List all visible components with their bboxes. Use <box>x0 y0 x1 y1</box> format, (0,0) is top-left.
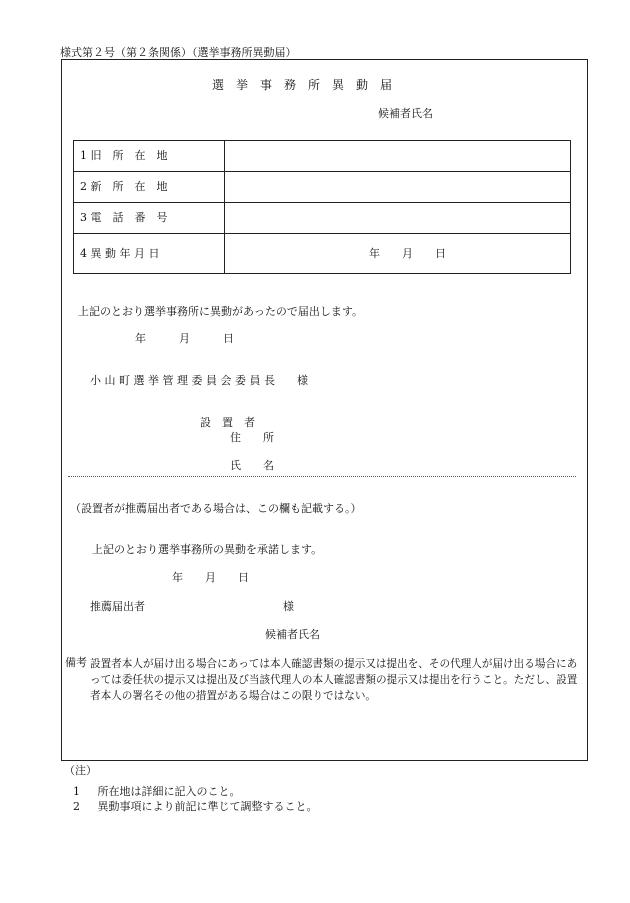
form-title: 選 挙 事 務 所 異 動 届 <box>212 78 393 92</box>
footnote-text: 異動事項により前記に準じて調整すること。 <box>97 800 318 813</box>
table-label: 3 電 話 番 号 <box>74 203 225 234</box>
remarks-text: 設置者本人が届け出る場合にあっては本人確認書類の提示又は提出を、その代理人が届け出る場合にあっては委任状の提示又は提出及び当該代理人の本人確認書類の提示又は提出を行うこと。ただし、設置者本人の署名その他の措置がある場合はこの限りではない。 <box>90 658 578 702</box>
section-divider <box>68 476 576 477</box>
footnote-text: 所在地は詳細に記入のこと。 <box>97 785 241 798</box>
footnotes-heading: （注） <box>64 764 97 777</box>
candidate-name-label-2: 候補者氏名 <box>265 628 320 641</box>
consent-statement: 上記のとおり選挙事務所の異動を承諾します。 <box>92 543 323 556</box>
remarks-label: 備考 <box>65 656 87 669</box>
recommender-honorific: 様 <box>283 600 294 613</box>
table-row <box>74 203 571 234</box>
table-row <box>74 172 571 203</box>
installer-title: 設 置 者 <box>200 416 255 429</box>
footnote-item <box>73 785 241 798</box>
recommender-label: 推薦届出者 <box>90 600 145 613</box>
table-label: 2 新 所 在 地 <box>74 172 225 203</box>
installer-name-label: 氏 名 <box>230 459 274 472</box>
footnote-item <box>73 800 318 813</box>
submission-statement: 上記のとおり選挙事務所に異動があったので届出します。 <box>78 305 364 318</box>
table-row <box>74 141 571 172</box>
recommender-note: （設置者が推薦届出者である場合は、この欄も記載する。） <box>70 502 362 515</box>
form-number: 様式第２号（第２条関係）（選挙事務所異動届） <box>60 46 297 59</box>
form-table <box>73 140 571 274</box>
phone-field[interactable] <box>225 203 571 234</box>
table-label: 1 旧 所 在 地 <box>74 141 225 172</box>
table-row <box>74 234 571 274</box>
submission-date: 年 月 日 <box>135 332 234 345</box>
footnote-number: 1 <box>73 785 80 798</box>
new-address-field[interactable] <box>225 172 571 203</box>
consent-date: 年 月 日 <box>172 571 249 584</box>
table-label: 4 異 動 年 月 日 <box>74 234 225 274</box>
old-address-field[interactable] <box>225 141 571 172</box>
footnote-number: 2 <box>73 800 80 813</box>
installer-address-label: 住 所 <box>230 431 274 444</box>
addressee: 小 山 町 選 挙 管 理 委 員 会 委 員 長 様 <box>90 374 308 387</box>
change-date-field[interactable]: 年 月 日 <box>225 234 571 274</box>
candidate-name-label: 候補者氏名 <box>378 107 433 120</box>
